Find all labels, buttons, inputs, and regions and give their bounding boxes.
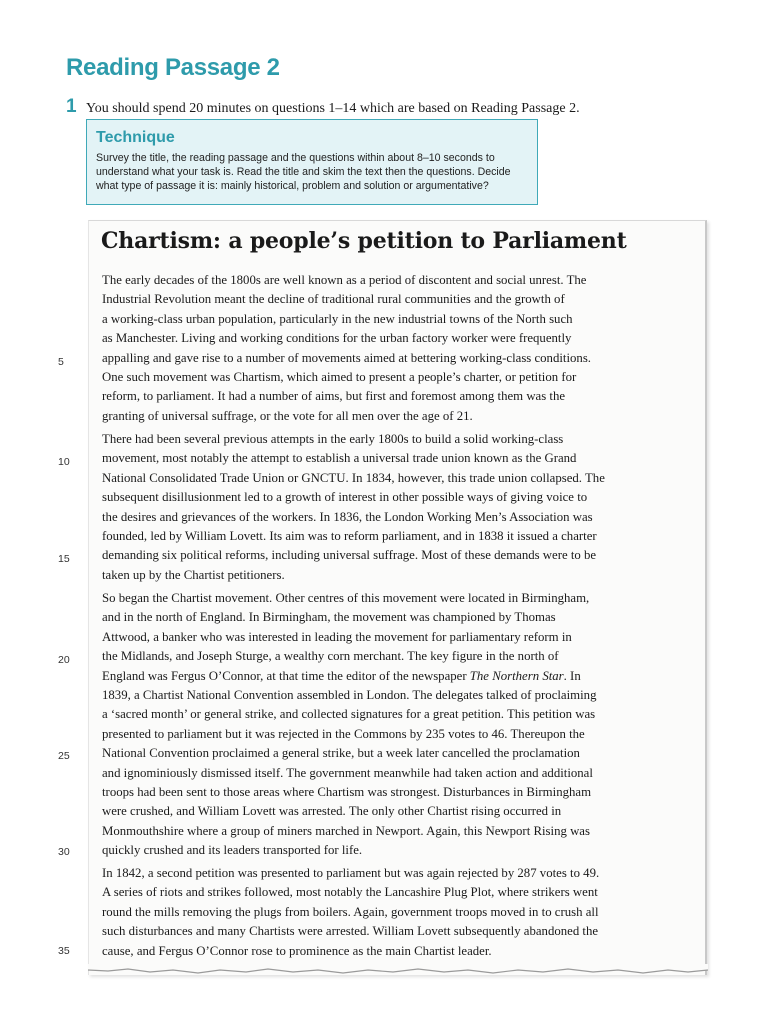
text-line: as Manchester. Living and working conditions for the urban factory worker were frequently [102, 331, 572, 346]
text-line: founded, led by William Lovett. Its aim was to reform parliament, and in 1838 it issued a charter [102, 528, 597, 543]
passage-title: Chartism: a people’s petition to Parliament [101, 228, 627, 254]
technique-line: what type of passage it is: mainly historical, problem and solution or argumentative? [96, 180, 489, 192]
technique-text [96, 151, 529, 193]
text-line: So began the Chartist movement. Other centres of this movement were located in Birmingham, [102, 591, 590, 605]
text-line: Monmouthshire where a group of miners marched in Newport. Again, this Newport Rising was [102, 823, 590, 838]
text-line: the Midlands, and Joseph Sturge, a wealthy corn merchant. The key figure in the north of [102, 649, 559, 664]
paragraph-2 [102, 430, 702, 585]
line-number: 15 [58, 553, 70, 565]
text-line: subsequent disillusionment led to a growth of interest in other possible ways of giving voice to [102, 490, 588, 505]
text-line: Industrial Revolution meant the decline of traditional rural communities and the growth of [102, 292, 565, 307]
text-line: demanding six political reforms, including universal suffrage. Most of these demands were to be [102, 548, 597, 563]
text-line: A series of riots and strikes followed, most notably the Lancashire Plug Plot, where strikers went [102, 885, 598, 900]
text-line: round the mills removing the plugs from boilers. Again, government troops moved in to crush all [102, 904, 599, 919]
text-line: Attwood, a banker who was interested in leading the movement for parliamentary reform in [102, 629, 572, 644]
text-line: such disturbances and many Chartists were arrested. William Lovett subsequently abandoned the [102, 924, 599, 939]
text-line: cause, and Fergus O’Connor rose to prominence as the main Chartist leader. [102, 943, 492, 958]
text-line: The early decades of the 1800s are well known as a period of discontent and social unrest. The [102, 273, 587, 287]
instruction [66, 96, 580, 118]
newspaper-title: The Northern Star [469, 668, 564, 683]
torn-edge [88, 964, 708, 980]
text-line: the desires and grievances of the workers. In 1836, the London Working Men’s Association was [102, 509, 593, 524]
text-line: One such movement was Chartism, which aimed to present a people’s charter, or petition for [102, 369, 577, 384]
text-line: and ignominiously dismissed itself. The government meanwhile had taken action and additional [102, 765, 593, 780]
text-line: quickly crushed and its leaders transported for life. [102, 843, 363, 858]
text-line: National Consolidated Trade Union or GNCTU. In 1834, however, this trade union collapsed. The [102, 470, 605, 485]
text-line: troops had been sent to those areas where Chartism was strongest. Disturbances in Birmingham [102, 784, 592, 799]
text-line: reform, to parliament. It had a number of aims, but first and foremost among them was the [102, 389, 566, 404]
text-line: appalling and gave rise to a number of movements aimed at bettering working-class conditions. [102, 350, 591, 365]
text-line: a ‘sacred month’ or general strike, and collected signatures for a great petition. This petition was [102, 707, 596, 722]
line-number: 30 [58, 846, 70, 858]
technique-box [86, 119, 538, 205]
paragraph-4 [102, 864, 702, 961]
line-number: 25 [58, 750, 70, 762]
line-number: 20 [58, 654, 70, 666]
text-line: movement, most notably the attempt to establish a universal trade union known as the Grand [102, 451, 577, 466]
text-line: and in the north of England. In Birmingham, the movement was championed by Thomas [102, 610, 556, 625]
instruction-text: You should spend 20 minutes on questions 1–14 which are based on Reading Passage 2. [86, 101, 580, 116]
technique-line: understand what your task is. Read the title and skim the text then the questions. Decide [96, 166, 511, 178]
line-number: 10 [58, 456, 70, 468]
paragraph-3 [102, 589, 702, 860]
text-line: National Convention proclaimed a general strike, but a week later cancelled the proclamation [102, 746, 580, 761]
text-line: presented to parliament but it was rejected in the Commons by 235 votes to 46. Thereupon the [102, 726, 585, 741]
section-title: Reading Passage 2 [66, 54, 280, 81]
text-line: There had been several previous attempts in the early 1800s to build a solid working-class [102, 432, 564, 446]
text-line: granting of universal suffrage, or the vote for all men over the age of 21. [102, 408, 473, 423]
text-line: taken up by the Chartist petitioners. [102, 567, 285, 582]
line-number: 35 [58, 945, 70, 957]
technique-line: Survey the title, the reading passage and the questions within about 8–10 seconds to [96, 152, 495, 164]
technique-heading: Technique [96, 129, 175, 146]
text-line: a working-class urban population, particularly in the new industrial towns of the North such [102, 311, 573, 326]
paragraph-1 [102, 271, 702, 426]
text-line: were crushed, and William Lovett was arrested. The only other Chartist rising occurred in [102, 804, 562, 819]
line-number: 5 [58, 356, 64, 368]
text-line: In 1842, a second petition was presented to parliament but was again rejected by 287 votes to 49. [102, 866, 600, 880]
text-line: 1839, a Chartist National Convention assembled in London. The delegates talked of proclaiming [102, 687, 597, 702]
text-line: England was Fergus O’Connor, at that time the editor of the newspaper The Northern Star. In [102, 668, 581, 683]
instruction-number: 1 [66, 96, 77, 117]
